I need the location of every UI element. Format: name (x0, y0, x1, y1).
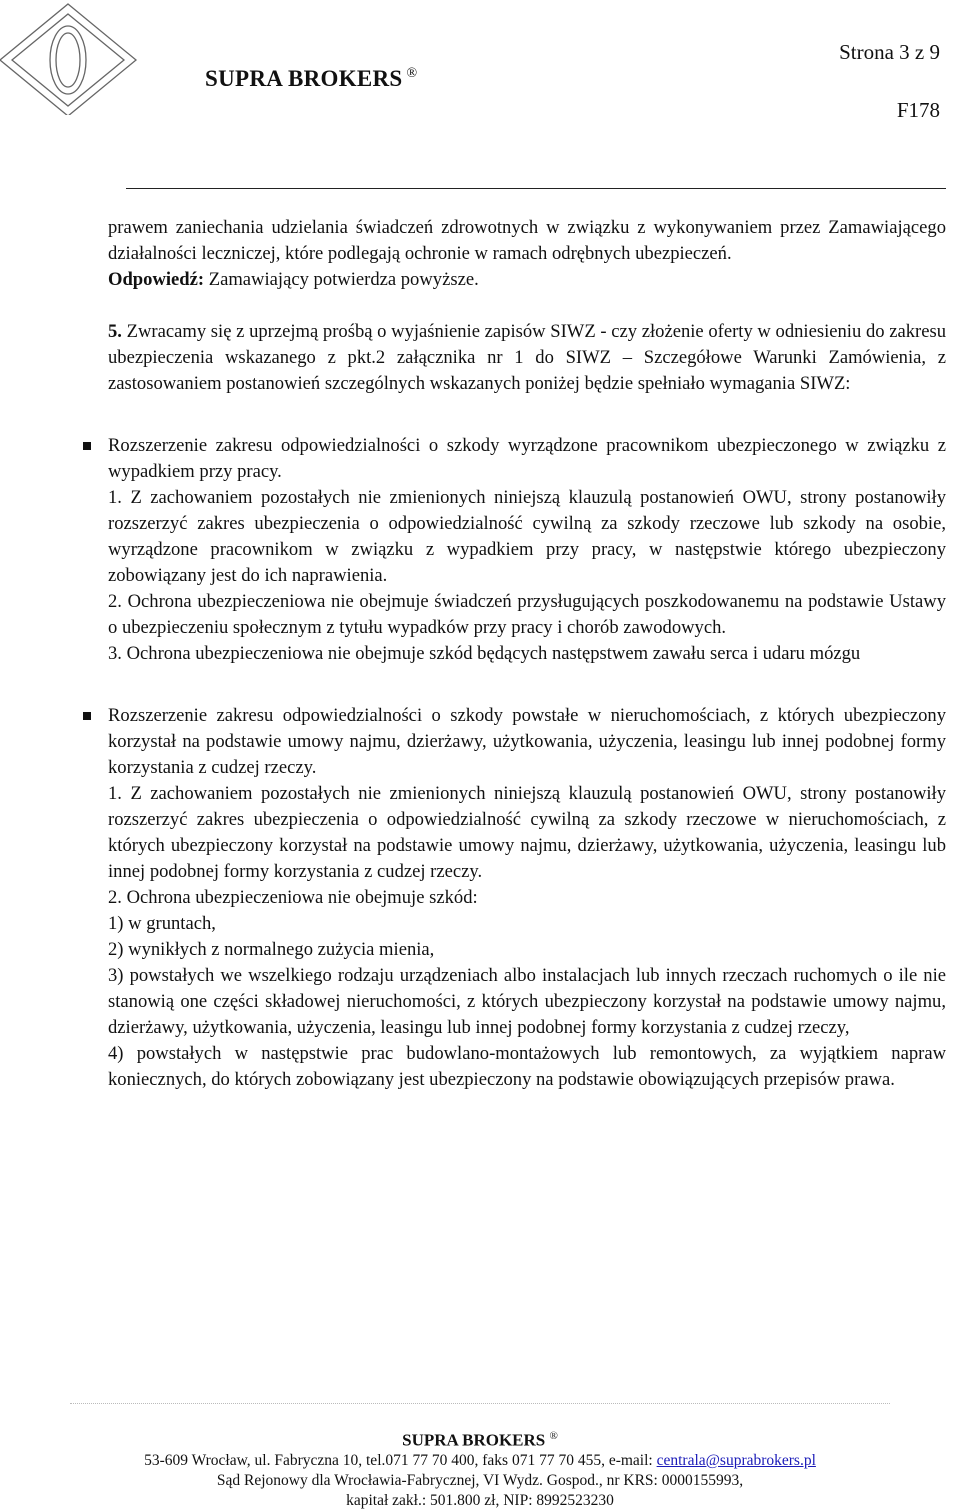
bullet-2-sub-4: 4) powstałych w następstwie prac budowlano-montażowych lub remontowych, za wyjątkiem napraw koniecznych, do których zobowiązany jest ubezpieczony na podstawie obowiązujących przepisów prawa. (108, 1043, 946, 1090)
footer-address-text: 53-609 Wrocław, ul. Fabryczna 10, tel.071 77 70 400, faks 071 77 70 455, e-mail: (144, 1451, 657, 1469)
question-5-text: Zwracamy się z uprzejmą prośbą o wyjaśnienie zapisów SIWZ - czy złożenie oferty w odniesieniu do zakresu ubezpieczenia wskazanego z pkt.2 załącznika nr 1 do SIWZ – Szczegółowe Warunki Zamówienia, z zastosowaniem postanowień szczególnych wskazanych poniżej będzie spełniało wymagania SIWZ: (108, 321, 946, 394)
company-logo (0, 0, 150, 115)
footer-divider (70, 1403, 890, 1404)
footer-capital-line: kapitał zakł.: 501.800 zł, NIP: 8992523230 (346, 1491, 614, 1509)
question-5-number: 5. (108, 321, 122, 342)
square-bullet-icon (83, 712, 91, 720)
footer-registered-mark: ® (549, 1430, 558, 1442)
paragraph-continuation: prawem zaniechania udzielania świadczeń zdrowotnych w związku z wykonywaniem przez Zamawiającego działalności leczniczej, które podlegają ochronie w ramach odrębnych ubezpieczeń. (108, 217, 946, 264)
bullet-1-title (108, 433, 946, 485)
bullet-2-item-1: 1. Z zachowaniem pozostałych nie zmienionych niniejszą klauzulą postanowień OWU, strony postanowiły rozszerzyć zakres ubezpieczenia o odpowiedzialność cywilną za szkody rzeczowe w nieruchomościach, z których ubezpieczony korzystał na podstawie umowy najmu, dzierżawy, użytkowania, użyczenia, leasingu lub innej podobnej formy korzystania z cudzej rzeczy. (108, 783, 946, 882)
footer-brand-name: SUPRA BROKERS (402, 1430, 546, 1450)
header-divider (126, 188, 946, 189)
footer-address (0, 1451, 960, 1471)
page-number: Strona 3 z 9 (839, 40, 940, 64)
answer-label: Odpowiedź: (108, 269, 205, 290)
bullet-2-item-2: 2. Ochrona ubezpieczeniowa nie obejmuje szkód: (108, 887, 478, 908)
document-body (108, 215, 946, 1093)
bullet-1-item-3: 3. Ochrona ubezpieczeniowa nie obejmuje szkód będących następstwem zawału serca i udaru mózgu (108, 643, 861, 664)
header-brand-name: SUPRA BROKERS (205, 66, 403, 91)
registered-mark: ® (406, 66, 418, 82)
footer-brand (0, 1426, 960, 1451)
header-brand (205, 66, 417, 92)
page-footer (0, 1426, 960, 1511)
logo-oval-inner (56, 33, 80, 87)
question-5 (108, 319, 946, 397)
document-code: F178 (896, 98, 940, 122)
bullet-1-title-text: Rozszerzenie zakresu odpowiedzialności o szkody wyrządzone pracownikom ubezpieczonego w związku z wypadkiem przy pracy. (108, 435, 946, 482)
footer-court-line: Sąd Rejonowy dla Wrocławia-Fabrycznej, VI Wydz. Gospod., nr KRS: 0000155993, (216, 1471, 744, 1489)
footer-email-link[interactable]: centrala@suprabrokers.pl (656, 1451, 816, 1469)
logo-diamond-outer (0, 4, 136, 115)
bullet-2-title (108, 703, 946, 781)
answer-text: Zamawiający potwierdza powyższe. (204, 269, 479, 290)
bullet-2-sub-1: 1) w gruntach, (108, 913, 216, 934)
answer-paragraph (108, 267, 946, 293)
square-bullet-icon (83, 442, 91, 450)
bullet-2-title-text: Rozszerzenie zakresu odpowiedzialności o szkody powstałe w nieruchomościach, z których ubezpieczony korzystał na podstawie umowy najmu, dzierżawy, użytkowania, użyczenia, leasingu lub innej podobnej formy korzystania z cudzej rzeczy. (108, 705, 946, 778)
bullet-1-item-2: 2. Ochrona ubezpieczeniowa nie obejmuje świadczeń przysługujących poszkodowanemu na podstawie Ustawy o ubezpieczeniu społecznym z tytułu wypadków przy pracy i chorób zawodowych. (108, 591, 946, 638)
logo-diamond-inner (12, 14, 124, 106)
bullet-2-sub-3: 3) powstałych we wszelkiego rodzaju urządzeniach albo instalacjach lub innych rzeczach ruchomych o ile nie stanowią one części składowej nieruchomości, z których ubezpieczony korzystał na podstawie umowy najmu, dzierżawy, użytkowania, użyczenia, leasingu lub innej podobnej formy korzystania z cudzej rzeczy, (108, 965, 946, 1038)
bullet-2-sub-2: 2) wynikłych z normalnego zużycia mienia, (108, 939, 435, 960)
bullet-1-item-1: 1. Z zachowaniem pozostałych nie zmienionych niniejszą klauzulą postanowień OWU, strony postanowiły rozszerzyć zakres ubezpieczenia o odpowiedzialność cywilną za szkody rzeczowe lub szkody na osobie, wyrządzone pracownikom w związku z wypadkiem przy pracy, w następstwie którego ubezpieczony zobowiązany jest do ich naprawienia. (108, 487, 946, 586)
